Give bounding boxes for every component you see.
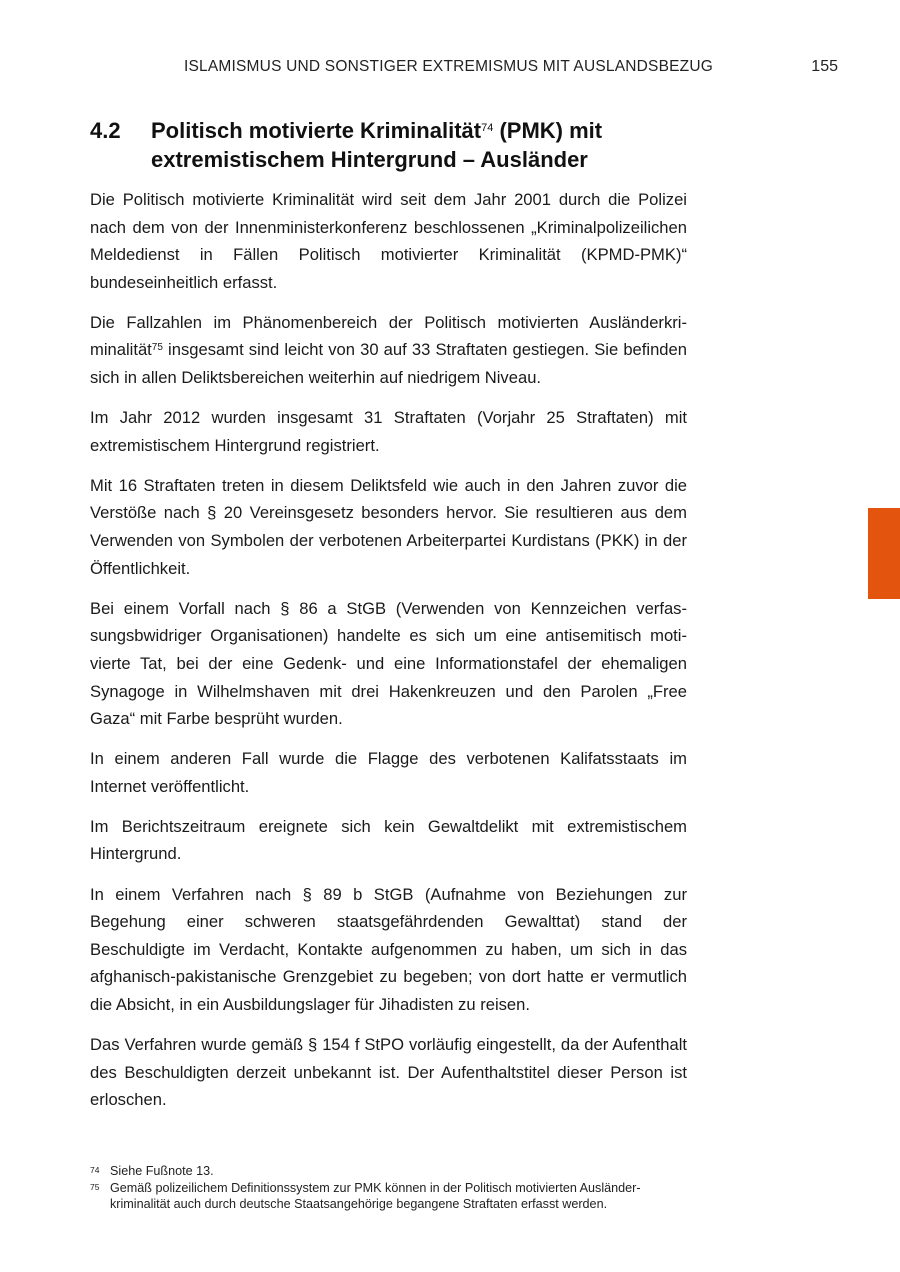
footnote-ref-74[interactable]: 74	[481, 122, 494, 134]
paragraph-4: Mit 16 Straftaten treten in diesem Deliktsfeld wie auch in den Jahren zuvor die Verstöße nach § 20 Vereinsgesetz besonders hervor. Sie resultieren aus dem Verwenden von Symbolen der verbotenen Arbeiterpartei Kurdistans (PKK) in der Öffentlichkeit.	[90, 475, 687, 578]
footnote-text: Gemäß polizeilichem Definitionssystem zur PMK können in der Politisch motivierten Ausländerkriminalität auch durch deutsche Staatsangehörige begangene Straftaten erfasst werden.	[110, 1181, 641, 1211]
paragraph-6: In einem anderen Fall wurde die Flagge des verbotenen Kalifatsstaats im Internet veröffentlicht.	[90, 749, 687, 796]
body-text	[90, 186, 687, 1126]
paragraph-2-text-b: insgesamt sind leicht von 30 auf 33 Straftaten gestiegen. Sie befinden sich in allen Deliktsbereichen weiterhin auf niedrigem Niveau.	[90, 340, 687, 388]
section-number: 4.2	[90, 118, 121, 143]
footnotes	[90, 1163, 690, 1213]
paragraph-3: Im Jahr 2012 wurden insgesamt 31 Straftaten (Vorjahr 25 Straftaten) mit extremistischem Hintergrund registriert.	[90, 408, 687, 455]
page-number: 155	[811, 58, 838, 75]
section-title-part1: Politisch motivierte Kriminalität	[151, 118, 482, 143]
footnote-75	[90, 1180, 690, 1212]
running-header: ISLAMISMUS UND SONSTIGER EXTREMISMUS MIT AUSLANDSBEZUG	[184, 58, 713, 75]
paragraph-8: In einem Verfahren nach § 89 b StGB (Aufnahme von Beziehungen zur Begehung einer schweren staatsgefährdenden Gewalttat) stand der Beschuldigte im Verdacht, Kontakte aufgenommen zu haben, um sich in das afghanisch-pakistanische Grenzgebiet zu begeben; von dort hatte er vermutlich die Absicht, in ein Ausbildungslager für Jihadisten zu reisen.	[90, 884, 687, 1014]
footnote-ref-75[interactable]: 75	[151, 342, 163, 354]
paragraph-7: Im Berichtszeitraum ereignete sich kein Gewaltdelikt mit extremistischem Hintergrund.	[90, 816, 687, 864]
paragraph-5: Bei einem Vorfall nach § 86 a StGB (Verwenden von Kennzeichen verfassungsbwidriger Organisationen) handelte es sich um eine antisemitisch motivierte Tat, bei der eine Gedenk- und eine Informationstafel der ehemaligen Synagoge in Wilhelmshaven mit drei Hakenkreuzen und den Parolen „Free Gaza“ mit Farbe besprüht wurden.	[90, 598, 687, 729]
paragraph-1: Die Politisch motivierte Kriminalität wird seit dem Jahr 2001 durch die Polizei nach dem von der Innenministerkonferenz beschlossenen „Kriminalpolizeilichen Meldedienst in Fällen Politisch motivierter Kriminalität (KPMD-PMK)“ bundeseinheitlich erfasst.	[90, 190, 687, 292]
footnote-text: Siehe Fußnote 13.	[110, 1164, 214, 1178]
section-title	[151, 116, 711, 174]
footnote-74	[90, 1163, 690, 1179]
section-title-part2: (PMK) mit extremistischem Hintergrund – Ausländer	[151, 118, 603, 172]
chapter-side-tab	[868, 508, 900, 599]
footnote-number: 74	[90, 1165, 100, 1175]
paragraph-9: Das Verfahren wurde gemäß § 154 f StPO vorläufig eingestellt, da der Aufenthalt des Beschuldigten derzeit unbekannt ist. Der Aufenthaltstitel dieser Person ist erloschen.	[90, 1035, 687, 1110]
paragraph-2	[90, 309, 687, 392]
footnote-number: 75	[90, 1182, 100, 1192]
paragraph-2-text-a: Die Fallzahlen im Phänomenbereich der Politisch motivierten Ausländerkriminalität	[90, 312, 687, 360]
